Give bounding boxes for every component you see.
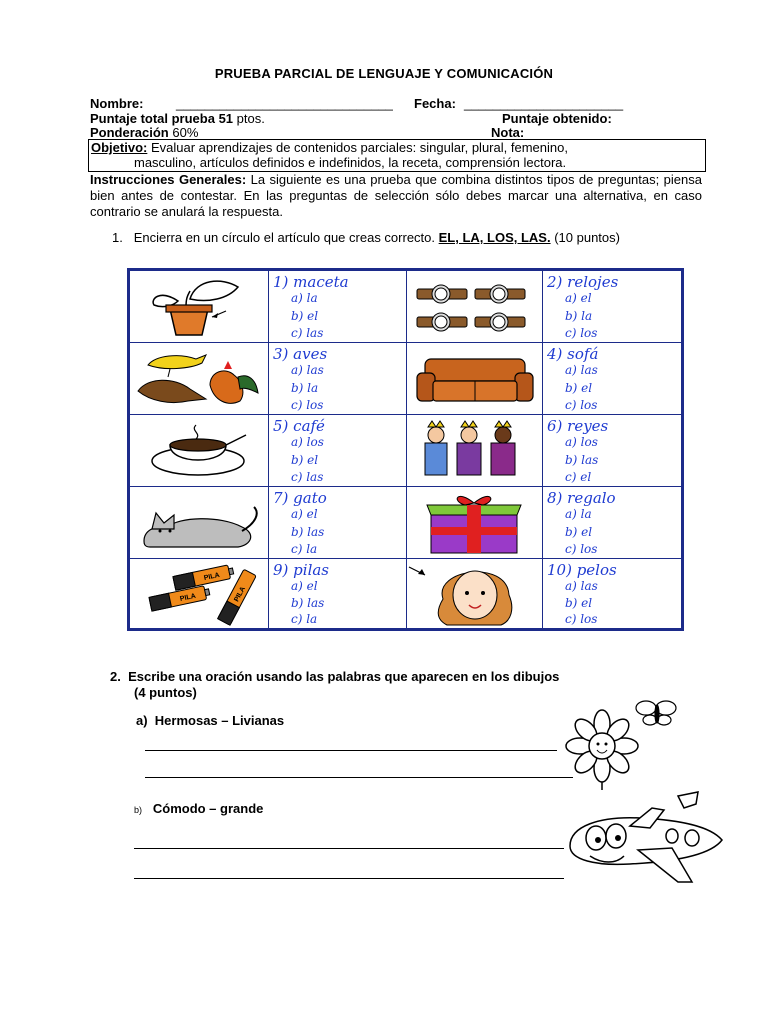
word-label: 4) sofá [547, 345, 599, 363]
flowerpot-icon [130, 271, 268, 342]
word-cell [543, 343, 681, 415]
option[interactable]: a) las [291, 363, 324, 377]
option[interactable]: c) las [291, 326, 324, 340]
option[interactable]: c) los [565, 612, 598, 626]
option[interactable]: c) las [291, 470, 324, 484]
image-cell [407, 415, 543, 487]
image-cell [130, 559, 269, 628]
fecha-field[interactable]: ______________________ [464, 96, 624, 111]
answer-line[interactable] [145, 750, 557, 751]
option[interactable]: c) los [565, 326, 598, 340]
fecha-label: Fecha: [414, 96, 456, 111]
option[interactable]: c) los [565, 398, 598, 412]
option[interactable]: a) el [291, 579, 318, 593]
flower-icon [562, 694, 692, 790]
answer-line[interactable] [134, 848, 564, 849]
flower-butterfly-illustration [562, 694, 692, 790]
gift-icon [407, 487, 543, 558]
word-cell [543, 271, 681, 343]
nombre-field[interactable]: ______________________________ [176, 96, 393, 111]
cat-icon [130, 487, 268, 558]
option[interactable]: c) el [565, 470, 592, 484]
image-cell [130, 415, 269, 487]
image-cell [407, 343, 543, 415]
word-cell [269, 271, 407, 343]
image-cell [130, 343, 269, 415]
butterfly-icon [636, 701, 676, 725]
image-cell [407, 271, 543, 343]
word-label: 1) maceta [273, 273, 349, 291]
image-cell [407, 487, 543, 559]
option[interactable]: c) los [565, 542, 598, 556]
airplane-icon [560, 786, 728, 890]
word-cell [543, 415, 681, 487]
word-cell [269, 415, 407, 487]
puntaje-obtenido-label: Puntaje obtenido: [502, 111, 612, 126]
word-label: 10) pelos [547, 561, 617, 579]
girl-hair-icon [407, 559, 543, 627]
image-cell [130, 487, 269, 559]
option[interactable]: b) la [291, 381, 319, 395]
question-2: 2. Escribe una oración usando las palabras que aparecen en los dibujos (4 puntos) [110, 669, 560, 700]
option[interactable]: a) las [565, 363, 598, 377]
option[interactable]: a) el [291, 507, 318, 521]
coffee-cup-icon [130, 415, 268, 486]
option[interactable]: b) el [565, 525, 593, 539]
battery-label: PILA [203, 571, 221, 583]
word-cell [543, 559, 681, 628]
word-label: 3) aves [273, 345, 328, 363]
puntaje-total-label: Puntaje total prueba 51 ptos. [90, 111, 265, 126]
option[interactable]: b) las [291, 525, 325, 539]
article-grid [127, 268, 684, 631]
birds-icon [130, 343, 268, 414]
word-cell [269, 559, 407, 628]
image-cell [130, 271, 269, 343]
option[interactable]: b) el [291, 309, 319, 323]
nombre-label: Nombre: [90, 96, 144, 111]
sub-question-a: a) Hermosas – Livianas [136, 713, 285, 728]
objective-line-1: Objetivo: Evaluar aprendizajes de contenidos parciales: singular, plural, femenino, [91, 140, 568, 155]
sub-question-b: b) Cómodo – grande [134, 801, 264, 816]
battery-label: PILA [233, 585, 247, 604]
watches-icon [407, 271, 543, 342]
answer-line[interactable] [145, 777, 573, 778]
option[interactable]: c) la [291, 542, 318, 556]
word-cell [269, 487, 407, 559]
option[interactable]: b) la [565, 309, 593, 323]
word-label: 7) gato [273, 489, 327, 507]
word-cell [543, 487, 681, 559]
word-label: 2) relojes [547, 273, 619, 291]
page-title: PRUEBA PARCIAL DE LENGUAJE Y COMUNICACIÓN [214, 66, 554, 81]
word-label: 9) pilas [273, 561, 330, 579]
word-label: 5) café [273, 417, 325, 435]
ponderacion-label: Ponderación 60% [90, 125, 199, 140]
battery-label: PILA [179, 592, 197, 603]
option[interactable]: a) los [291, 435, 324, 449]
question-1: 1. Encierra en un círculo el artículo que creas correcto. EL, LA, LOS, LAS. (10 puntos) [112, 230, 620, 245]
option[interactable]: b) el [565, 381, 593, 395]
option[interactable]: a) los [565, 435, 598, 449]
answer-line[interactable] [134, 878, 564, 879]
three-kings-icon [407, 415, 543, 486]
option[interactable]: b) el [291, 453, 319, 467]
airplane-illustration [560, 786, 728, 890]
word-cell [269, 343, 407, 415]
option[interactable]: c) la [291, 612, 318, 626]
image-cell [407, 559, 543, 628]
option[interactable]: b) las [291, 596, 325, 610]
option[interactable]: a) la [565, 507, 592, 521]
nota-label: Nota: [491, 125, 525, 140]
word-label: 6) reyes [547, 417, 609, 435]
option[interactable]: b) las [565, 453, 599, 467]
word-label: 8) regalo [547, 489, 616, 507]
instructions: Instrucciones Generales: La siguiente es una prueba que combina distintos tipos de preguntas; piensa bien antes de contestar. En las preguntas de selección sólo debes marcar una alternativa, en caso contrario se anulará la respuesta. [90, 172, 702, 219]
option[interactable]: a) el [565, 291, 592, 305]
option[interactable]: a) la [291, 291, 318, 305]
option[interactable]: a) las [565, 579, 598, 593]
batteries-icon [130, 559, 268, 627]
sofa-icon [407, 343, 543, 414]
option[interactable]: c) los [291, 398, 324, 412]
objective-line-2: masculino, artículos definidos e indefinidos, la receta, comprensión lectora. [134, 155, 567, 170]
option[interactable]: b) el [565, 596, 593, 610]
